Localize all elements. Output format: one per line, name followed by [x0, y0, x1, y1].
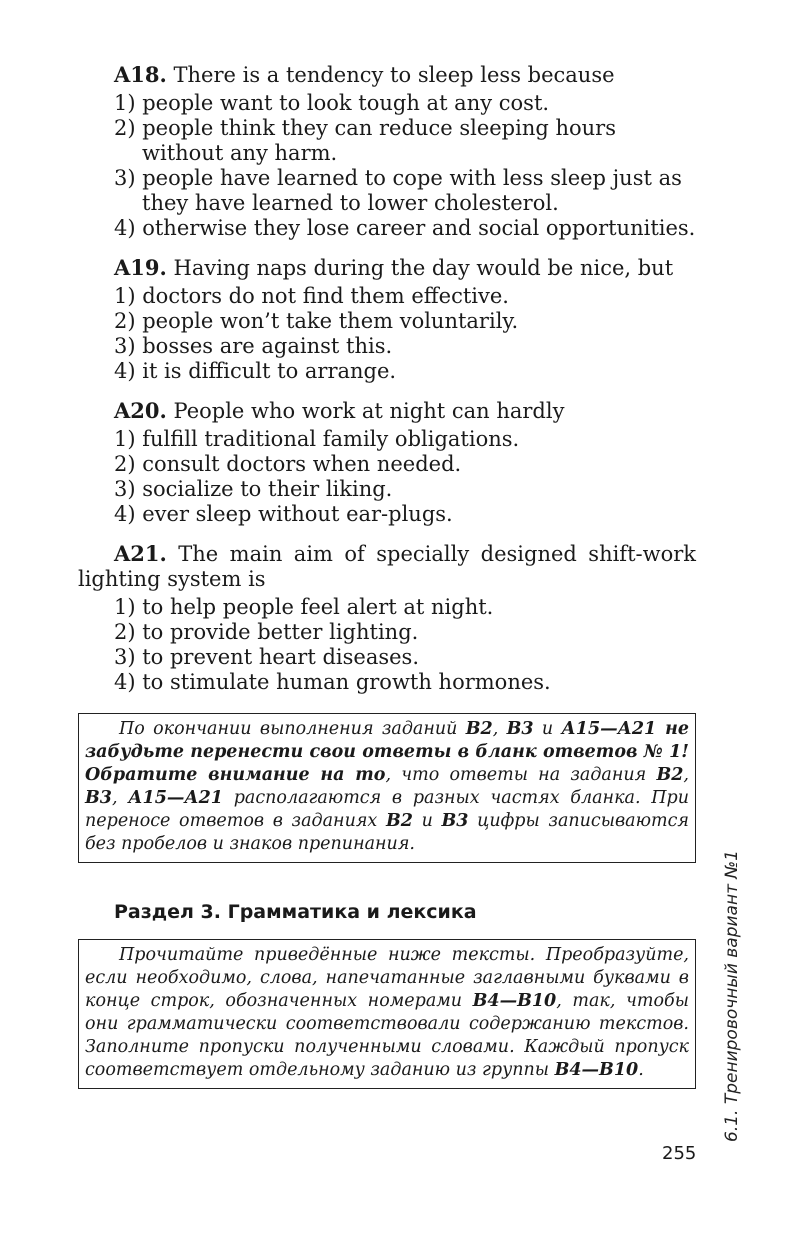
question-number: A20. [114, 398, 167, 423]
answer-option: 3) bosses are against this. [114, 334, 393, 358]
question-stem [78, 255, 696, 281]
answer-option: 2) people won’t take them voluntarily. [114, 309, 519, 333]
answer-option: 3) to prevent heart diseases. [114, 645, 419, 669]
question-stem [78, 398, 696, 424]
page-content [78, 62, 696, 1089]
answer-option: 1) fulfill traditional family obligations. [114, 427, 520, 451]
question-a20 [78, 398, 696, 527]
answer-option: 4) to stimulate human growth hormones. [114, 670, 551, 694]
page-number: 255 [662, 1143, 697, 1164]
answer-option: 2) consult doctors when needed. [114, 452, 462, 476]
instruction-text: Прочитайте приведённые ниже тексты. Преобразуйте, если необходимо, слова, напечатанные заглавными буквами в конце строк, обозначенных номерами В4—В10, так, чтобы они грамматически соответствовали содержанию текстов. Заполните пропуски полученными словами. Каждый пропуск соответствует отдельному заданию из группы В4—В10. [85, 945, 689, 1080]
question-a21 [78, 541, 696, 695]
answer-option: 4) ever sleep without ear-plugs. [114, 502, 453, 526]
question-number: A21. [114, 541, 167, 566]
question-number: A19. [114, 255, 167, 280]
question-text: The main aim of specially designed shift-work lighting system is [78, 542, 696, 591]
answer-option: 3) people have learned to cope with less sleep just as they have learned to lower cholesterol. [114, 166, 682, 215]
answer-option: 4) otherwise they lose career and social opportunities. [114, 216, 696, 240]
question-text: People who work at night can hardly [166, 399, 565, 423]
answer-option: 1) people want to look tough at any cost. [114, 91, 550, 115]
question-stem [78, 62, 696, 88]
question-number: A18. [114, 62, 167, 87]
question-text: There is a tendency to sleep less because [166, 63, 615, 87]
answer-option: 2) to provide better lighting. [114, 620, 419, 644]
instruction-box-grammar [78, 939, 696, 1089]
answer-option: 4) it is difficult to arrange. [114, 359, 397, 383]
question-text: Having naps during the day would be nice, but [166, 256, 674, 280]
question-a19 [78, 255, 696, 384]
answer-option: 1) doctors do not find them effective. [114, 284, 509, 308]
answer-option: 1) to help people feel alert at night. [114, 595, 494, 619]
answer-option: 2) people think they can reduce sleeping hours without any harm. [114, 116, 616, 165]
question-stem [78, 541, 696, 592]
answer-option: 3) socialize to their liking. [114, 477, 393, 501]
side-running-title: 6.1. Тренировочный вариант №1 [722, 850, 742, 1142]
question-a18 [78, 62, 696, 241]
instruction-box-answers [78, 713, 696, 863]
instruction-text: По окончании выполнения заданий В2, В3 и А15—А21 не забудьте перенести свои ответы в бланк ответов № 1! Обратите внимание на то, что ответы на задания В2, В3, А15—А21 располагаются в разных частях бланка. При переносе ответов в заданиях В2 и В3 цифры записываются без пробелов и знаков препинания. [85, 719, 689, 854]
section-title: Раздел 3. Грамматика и лексика [114, 901, 477, 923]
